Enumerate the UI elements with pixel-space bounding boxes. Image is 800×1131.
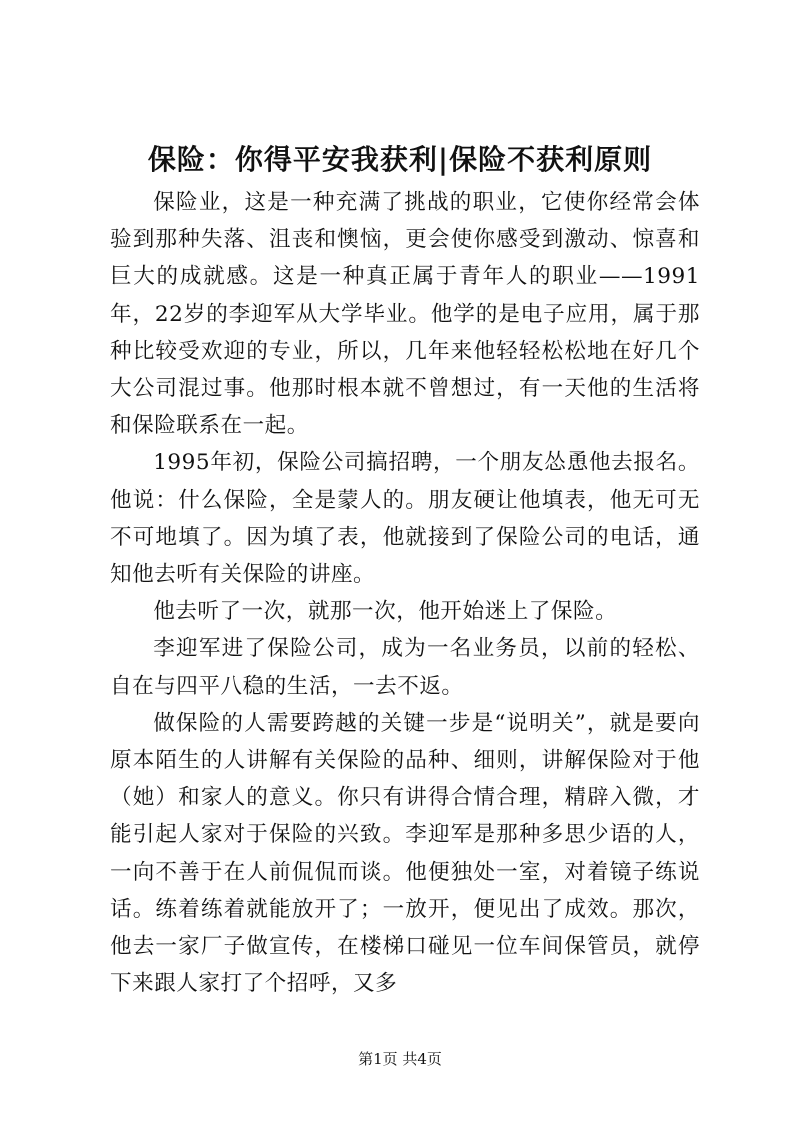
page-total: 共4页 [402, 1050, 442, 1068]
paragraph-3: 他去听了一次，就那一次，他开始迷上了保险。 [153, 599, 618, 625]
page-footer [0, 1049, 800, 1069]
paragraph-5: 做保险的人需要跨越的关键一步是“说明关”，就是要向原本陌生的人讲解有关保险的品种、细则，讲解保险对于他（她）和家人的意义。你只有讲得合情合理，精辟入微，才能引起人家对于保险的兴致。李迎军是那种多思少语的人，一向不善于在人前侃侃而谈。他便独处一室，对着镜子练说话。练着练着就能放开了；一放开，便见出了成效。那次，他去一家厂子做宣传，在楼梯口碰见一位车间保管员，就停下来跟人家打了个招呼，又多 [110, 710, 700, 997]
paragraph-4: 李迎军进了保险公司，成为一名业务员，以前的轻松、自在与四平八稳的生活，一去不返。 [110, 636, 700, 699]
paragraph-1: 保险业，这是一种充满了挑战的职业，它使你经常会体验到那种失落、沮丧和懊恼，更会使你感受到激动、惊喜和巨大的成就感。这是一种真正属于青年人的职业——1991年，22岁的李迎军从大学毕业。他学的是电子应用，属于那种比较受欢迎的专业，所以，几年来他轻轻松松地在好几个大公司混过事。他那时根本就不曾想过，有一天他的生活将和保险联系在一起。 [110, 190, 700, 439]
page-number: 第1页 [358, 1050, 398, 1068]
document-body [110, 184, 700, 1002]
paragraph-2: 1995年初，保险公司搞招聘，一个朋友怂恿他去报名。他说：什么保险，全是蒙人的。朋友硬让他填表，他无可无不可地填了。因为填了表，他就接到了保险公司的电话，通知他去听有关保险的讲座。 [110, 450, 700, 588]
document-title: 保险：你得平安我获利|保险不获利原则 [147, 143, 653, 176]
